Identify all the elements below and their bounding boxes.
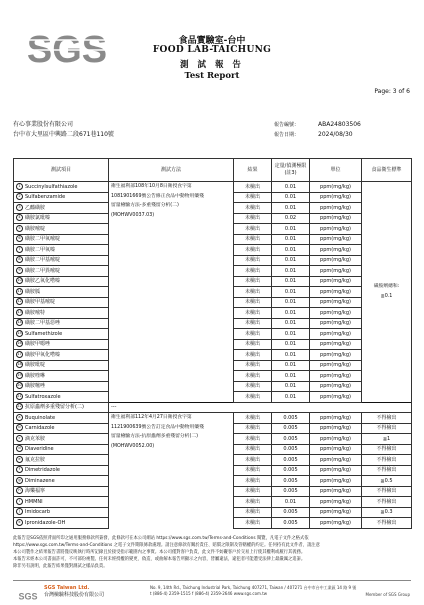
item-name-cell <box>14 266 109 277</box>
unit-cell: ppm(mg/kg) <box>310 486 362 497</box>
lab-name-zh: 食品實驗室-台中 <box>178 36 246 46</box>
item-index-badge: 9 <box>16 267 23 274</box>
unit-cell: ppm(mg/kg) <box>310 371 362 382</box>
header-result: 結果 <box>234 159 272 182</box>
method-line: 留量檢驗方法-多重殘留分析(二) <box>111 203 179 208</box>
unit-cell: ppm(mg/kg) <box>310 518 362 529</box>
result-cell: 未檢出 <box>234 318 272 329</box>
loq-cell: 0.005 <box>272 476 310 487</box>
unit-cell: ppm(mg/kg) <box>310 266 362 277</box>
item-name: 磺胺氯吡嗪 <box>25 215 51 222</box>
method-line: 衛生福利部112年4月27日衛授食字第 <box>111 415 192 420</box>
unit-cell: ppm(mg/kg) <box>310 329 362 340</box>
unit-cell: ppm(mg/kg) <box>310 392 362 403</box>
item-name: 磺胺二甲基嘧啶 <box>25 257 61 264</box>
loq-cell: 0.01 <box>272 497 310 508</box>
unit-cell: ppm(mg/kg) <box>310 413 362 424</box>
loq-cell: 0.005 <box>272 518 310 529</box>
result-cell: 未檢出 <box>234 297 272 308</box>
item-name-cell <box>14 507 109 518</box>
loq-cell: 0.01 <box>272 224 310 235</box>
item-name-cell <box>14 287 109 298</box>
footer-company-zh: 台灣檢驗科技股份有限公司 <box>44 592 105 598</box>
result-cell: 未檢出 <box>234 255 272 266</box>
item-name: 磺胺嘧啶 <box>25 225 46 232</box>
item-name-cell <box>14 381 109 392</box>
loq-cell: 0.01 <box>272 203 310 214</box>
item-name-cell <box>14 360 109 371</box>
item-name: Succinylsulfathiazole <box>25 183 78 190</box>
item-index-badge: d <box>16 445 23 452</box>
loq-cell: 0.01 <box>272 318 310 329</box>
report-title-zh: 測 試 報 告 <box>180 60 244 70</box>
standard-cell: 不得檢出 <box>362 497 412 508</box>
standard-value: ≦0.1 <box>380 293 393 299</box>
unit-cell: ppm(mg/kg) <box>310 507 362 518</box>
item-name: 磺胺二甲氧嘧啶 <box>25 236 61 243</box>
item-index-badge: 13 <box>17 309 22 314</box>
item-name-cell <box>14 203 109 214</box>
item-name-cell <box>14 476 109 487</box>
item-name: 磺胺胍 <box>25 288 41 295</box>
item-index-badge: 22 <box>17 404 22 409</box>
item-index-badge: 15 <box>17 330 22 335</box>
loq-cell: 0.01 <box>272 308 310 319</box>
loq-cell: 0.005 <box>272 413 310 424</box>
result-cell: 未檢出 <box>234 192 272 203</box>
result-cell: 未檢出 <box>234 360 272 371</box>
method-line: 衛生福利部108年10月8日衛授食字第 <box>111 184 192 189</box>
item-name-cell <box>14 423 109 434</box>
item-index-badge: f <box>16 466 23 473</box>
loq-cell: 0.01 <box>272 297 310 308</box>
item-name: Sulfamethizole <box>25 330 63 337</box>
item-index-badge: 8 <box>16 256 23 263</box>
item-name: Dimetridazole <box>25 467 60 474</box>
item-name-cell <box>14 339 109 350</box>
report-no-label: 報告編號： <box>274 122 300 128</box>
page-number: Page: 3 of 6 <box>374 88 410 95</box>
item-name: Diminazene <box>25 477 55 484</box>
table-row <box>14 182 412 193</box>
item-name: 磺胺噻唑 <box>25 383 46 390</box>
standard-cell: 不得檢出 <box>362 444 412 455</box>
item-name: Sulfabenzamide <box>25 194 66 201</box>
result-cell: 未檢出 <box>234 455 272 466</box>
item-name: Carnidazole <box>25 425 55 432</box>
method-line: 留量檢驗方法-抗原蟲劑多重殘留分析(二) <box>111 434 199 439</box>
report-meta <box>274 120 361 140</box>
results-body <box>14 182 412 529</box>
item-index-badge: 16 <box>17 341 22 346</box>
result-cell: 未檢出 <box>234 507 272 518</box>
loq-cell: 0.01 <box>272 350 310 361</box>
item-name-cell <box>14 518 109 529</box>
footer-phone-line: t (886-4) 2359-1515 f (886-4) 2359-2646 www.sgs.com.tw <box>150 591 268 596</box>
item-index-badge: 7 <box>16 246 23 253</box>
item-name: 滴克苯胺 <box>25 435 46 442</box>
item-name-cell <box>14 497 109 508</box>
unit-cell: ppm(mg/kg) <box>310 497 362 508</box>
footer-address <box>150 585 356 597</box>
client-name: 有心事業股份有限公司 <box>13 121 74 128</box>
unit-cell: ppm(mg/kg) <box>310 192 362 203</box>
method-line: (MOHWV0052.00) <box>111 443 155 449</box>
result-cell: 未檢出 <box>234 497 272 508</box>
method-line: (MOHWV0037.03) <box>111 212 155 218</box>
item-name-cell <box>14 213 109 224</box>
unit-cell: ppm(mg/kg) <box>310 308 362 319</box>
standard-cell: 不得檢出 <box>362 455 412 466</box>
item-name-cell <box>14 234 109 245</box>
method-cell <box>109 413 234 529</box>
loq-cell: 0.01 <box>272 255 310 266</box>
item-index-badge: j <box>16 508 23 515</box>
item-index-badge: k <box>16 519 23 526</box>
unit-cell: ppm(mg/kg) <box>310 182 362 193</box>
item-name: 氟克拉胺 <box>25 456 46 463</box>
item-name-cell <box>14 413 109 424</box>
result-cell: 未檢出 <box>234 245 272 256</box>
item-index-badge: a <box>16 414 23 421</box>
group-dash-cell: --- <box>109 402 412 413</box>
item-name: Sulfatroxazole <box>25 393 61 400</box>
result-cell: 未檢出 <box>234 465 272 476</box>
standard-cell: 不得檢出 <box>362 423 412 434</box>
footer-logo-text: SGS <box>18 591 38 601</box>
item-name: 磺胺甲噁唑 <box>25 341 51 348</box>
item-name-cell <box>14 371 109 382</box>
result-cell: 未檢出 <box>234 381 272 392</box>
item-name: 磺胺二甲氧嗪 <box>25 246 56 253</box>
item-index-badge: 20 <box>17 383 22 388</box>
item-index-badge: h <box>16 487 23 494</box>
footer-address-line: No. 9, 14th Rd., Taichung Industrial Park, Taichung 407271, Taiwan / 407271 台中市台中工業區 14 路 9 號 <box>150 585 357 590</box>
report-date-value: 2024/08/30 <box>318 131 353 138</box>
method-line: 1081901669號公告修正食品中動物用藥殘 <box>111 193 204 199</box>
result-cell: 未檢出 <box>234 486 272 497</box>
header-standard: 食品衛生標準 <box>362 159 412 182</box>
result-cell: 未檢出 <box>234 266 272 277</box>
item-name-cell <box>14 392 109 403</box>
item-index-badge: b <box>16 424 23 431</box>
footer-company-en: SGS Taiwan Ltd. <box>44 585 90 591</box>
unit-cell: ppm(mg/kg) <box>310 476 362 487</box>
item-name-cell <box>14 329 109 340</box>
item-index-badge: e <box>16 456 23 463</box>
disclaimer-line: 本報告未經本公司書面許可，不可部份複製。任何未經授權的變更、偽造、或曲解本報告所顯示之內容，皆屬違法，違犯者可能遭受法律上最嚴厲之追訴。 <box>13 557 306 562</box>
result-cell: 未檢出 <box>234 476 272 487</box>
disclaimer-line: 除非另有說明，此報告結果僅對測試之樣品負責。 <box>13 564 108 569</box>
footer-company <box>44 585 104 599</box>
unit-cell: ppm(mg/kg) <box>310 434 362 445</box>
item-name: HMMNI <box>25 498 43 505</box>
footer-divider <box>13 580 411 581</box>
header-unit: 單位 <box>310 159 362 182</box>
item-index-badge: 11 <box>17 288 22 293</box>
item-index-badge: 1 <box>16 183 23 190</box>
loq-cell: 0.005 <box>272 486 310 497</box>
sgs-logo-text: SGS <box>26 29 108 71</box>
item-index-badge: g <box>16 477 23 484</box>
loq-cell: 0.01 <box>272 360 310 371</box>
loq-cell: 0.02 <box>272 213 310 224</box>
item-name-cell <box>14 486 109 497</box>
results-table <box>13 158 412 529</box>
standard-cell: ≦0.3 <box>362 507 412 518</box>
client-block <box>13 120 114 140</box>
item-name-cell <box>14 224 109 235</box>
loq-cell: 0.01 <box>272 339 310 350</box>
unit-cell: ppm(mg/kg) <box>310 297 362 308</box>
item-name-cell <box>14 308 109 319</box>
loq-cell: 0.005 <box>272 465 310 476</box>
loq-cell: 0.01 <box>272 266 310 277</box>
item-name: 磺胺甲基嘧啶 <box>25 299 56 306</box>
loq-cell: 0.01 <box>272 276 310 287</box>
footer-member: Member of SGS Group <box>365 592 410 597</box>
group-header-row <box>14 402 412 413</box>
loq-cell: 0.01 <box>272 287 310 298</box>
loq-cell: 0.005 <box>272 455 310 466</box>
unit-cell: ppm(mg/kg) <box>310 360 362 371</box>
item-name-cell <box>14 276 109 287</box>
standard-cell: ≦0.5 <box>362 476 412 487</box>
result-cell: 未檢出 <box>234 339 272 350</box>
item-index-badge: i <box>16 498 23 505</box>
unit-cell: ppm(mg/kg) <box>310 381 362 392</box>
item-name: 磺胺乙氧化嗒嗪 <box>25 278 61 285</box>
report-no-value: ABA24803506 <box>318 121 361 128</box>
unit-cell: ppm(mg/kg) <box>310 224 362 235</box>
standard-label: 磺胺劑總和: <box>373 284 400 290</box>
result-cell: 未檢出 <box>234 444 272 455</box>
loq-cell: 0.01 <box>272 371 310 382</box>
result-cell: 未檢出 <box>234 434 272 445</box>
lab-name-en: FOOD LAB-TAICHUNG <box>152 45 272 55</box>
unit-cell: ppm(mg/kg) <box>310 339 362 350</box>
result-cell: 未檢出 <box>234 329 272 340</box>
result-cell: 未檢出 <box>234 371 272 382</box>
result-cell: 未檢出 <box>234 224 272 235</box>
loq-cell: 0.01 <box>272 234 310 245</box>
table-row <box>14 413 412 424</box>
result-cell: 未檢出 <box>234 234 272 245</box>
result-cell: 未檢出 <box>234 518 272 529</box>
report-title-en: Test Report <box>184 71 240 81</box>
item-index-badge: 14 <box>17 320 22 325</box>
item-name-cell <box>14 465 109 476</box>
loq-cell: 0.01 <box>272 192 310 203</box>
item-name: 磺胺二甲基惡唑 <box>25 320 61 327</box>
method-cell <box>109 182 234 403</box>
item-name-cell <box>14 318 109 329</box>
unit-cell: ppm(mg/kg) <box>310 423 362 434</box>
loq-cell: 0.005 <box>272 507 310 518</box>
result-cell: 未檢出 <box>234 423 272 434</box>
result-cell: 未檢出 <box>234 308 272 319</box>
standard-cell <box>362 182 412 403</box>
item-name-cell <box>14 255 109 266</box>
result-cell: 未檢出 <box>234 413 272 424</box>
result-cell: 未檢出 <box>234 392 272 403</box>
loq-cell: 0.005 <box>272 434 310 445</box>
loq-cell: 0.005 <box>272 423 310 434</box>
item-name-cell <box>14 350 109 361</box>
group-name-cell <box>14 402 109 413</box>
unit-cell: ppm(mg/kg) <box>310 444 362 455</box>
loq-cell: 0.005 <box>272 444 310 455</box>
report-date-label: 報告日期： <box>274 132 300 138</box>
item-index-badge: 21 <box>17 393 22 398</box>
footer-sgs-logo <box>18 586 38 601</box>
unit-cell: ppm(mg/kg) <box>310 455 362 466</box>
item-index-badge: 12 <box>17 299 22 304</box>
item-index-badge: 6 <box>16 235 23 242</box>
unit-cell: ppm(mg/kg) <box>310 465 362 476</box>
disclaimer-line: 此報告是SGS依照背面所印之通用服務條款所簽發，此條款可在本公司網站 https://www.sgs.com.tw/Terms-and-Conditions 閱覽，凡電子文件之格式依 <box>13 536 309 541</box>
standard-cell: 不得檢出 <box>362 486 412 497</box>
unit-cell: ppm(mg/kg) <box>310 213 362 224</box>
group-name: 抗原蟲劑多重殘留分析(二) <box>25 404 84 411</box>
item-name-cell <box>14 192 109 203</box>
disclaimer <box>13 535 411 570</box>
item-name-cell <box>14 297 109 308</box>
standard-cell: 不得檢出 <box>362 465 412 476</box>
item-name: Ipronidazole-OH <box>25 519 66 526</box>
item-name: 磺胺嘧特 <box>25 309 46 316</box>
result-cell: 未檢出 <box>234 287 272 298</box>
item-name-cell <box>14 455 109 466</box>
unit-cell: ppm(mg/kg) <box>310 276 362 287</box>
loq-cell: 0.01 <box>272 381 310 392</box>
method-line: 1121900639號公告訂定食品中動物用藥殘 <box>111 424 204 430</box>
unit-cell: ppm(mg/kg) <box>310 318 362 329</box>
result-cell: 未檢出 <box>234 203 272 214</box>
loq-cell: 0.01 <box>272 392 310 403</box>
result-cell: 未檢出 <box>234 350 272 361</box>
standard-cell: 不得檢出 <box>362 518 412 529</box>
item-name-cell <box>14 182 109 193</box>
unit-cell: ppm(mg/kg) <box>310 234 362 245</box>
client-address: 台中市大里區中興路二段671巷110號 <box>13 131 114 138</box>
item-name: 磺胺二甲異嘧啶 <box>25 267 61 274</box>
unit-cell: ppm(mg/kg) <box>310 245 362 256</box>
header-loq: 定量/偵測極限(註3) <box>272 159 310 182</box>
item-index-badge: 18 <box>17 362 22 367</box>
loq-cell: 0.01 <box>272 245 310 256</box>
unit-cell: ppm(mg/kg) <box>310 255 362 266</box>
item-index-badge: 2 <box>16 193 23 200</box>
table-header-row <box>14 159 412 182</box>
item-name: 乙醯磺胺 <box>25 204 46 211</box>
disclaimer-line: 本公司製作之結果報告書將僅反映執行時所記錄且於接受指示範圍內之事實。本公司僅對客戶負責，此文件不妨礙客戶於交易上行使其權利或履行其義務。 <box>13 550 306 555</box>
item-name: Imidocarb <box>25 509 51 516</box>
item-name: Buquinolate <box>25 414 56 421</box>
item-name-cell <box>14 444 109 455</box>
item-index-badge: c <box>16 435 23 442</box>
item-name: Diaveridine <box>25 446 54 453</box>
unit-cell: ppm(mg/kg) <box>310 287 362 298</box>
unit-cell: ppm(mg/kg) <box>310 203 362 214</box>
result-cell: 未檢出 <box>234 213 272 224</box>
disclaimer-line: https://www.sgs.com.tw/Terms-and-Conditions 之電子文件期限條款處理。請注意條款有關於責任、賠償之限制及管轄權的約定。任何持有此文件者，請注意 <box>13 543 320 548</box>
loq-cell: 0.01 <box>272 329 310 340</box>
item-index-badge: 10 <box>17 278 22 283</box>
item-name-cell <box>14 245 109 256</box>
unit-cell: ppm(mg/kg) <box>310 350 362 361</box>
item-index-badge: 19 <box>17 372 22 377</box>
item-index-badge: 17 <box>17 351 22 356</box>
item-index-badge: 3 <box>16 204 23 211</box>
loq-cell: 0.01 <box>272 182 310 193</box>
item-name: 海樂福寧 <box>25 488 46 495</box>
item-index-badge: 4 <box>16 214 23 221</box>
header-item: 測試項目 <box>14 159 109 182</box>
standard-cell: 不得檢出 <box>362 413 412 424</box>
item-name: 磺胺喹啉 <box>25 372 46 379</box>
item-index-badge: 5 <box>16 225 23 232</box>
standard-cell: ≦1 <box>362 434 412 445</box>
result-cell: 未檢出 <box>234 276 272 287</box>
header-method: 測試方法 <box>109 159 234 182</box>
result-cell: 未檢出 <box>234 182 272 193</box>
item-name: 磺胺甲氧化嗒嗪 <box>25 351 61 358</box>
item-name: 磺胺吡啶 <box>25 362 46 369</box>
item-name-cell <box>14 434 109 445</box>
